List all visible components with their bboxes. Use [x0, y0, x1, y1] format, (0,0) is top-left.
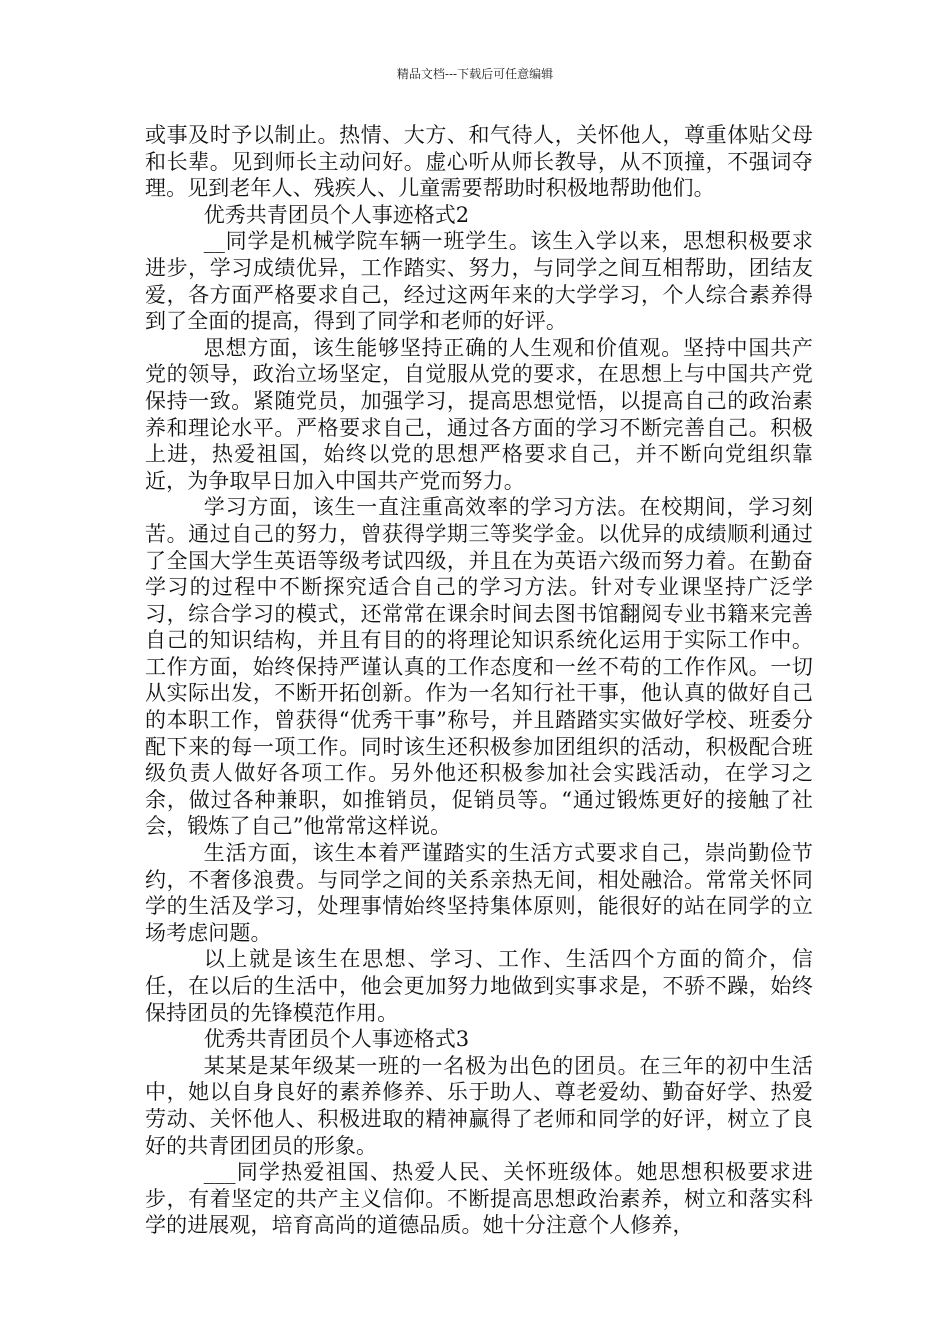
paragraph-study-work: 学习方面，该生一直注重高效率的学习方法。在校期间，学习刻苦。通过自己的努力，曾获得学期三等奖学金。以优异的成绩顺利通过了全国大学生英语等级考试四级，并且在为英语六级而努力着。在勤奋学习的过程中不断探究适合自己的学习方法。针对专业课坚持广泛学习，综合学习的模式，还常常在课余时间去图书馆翻阅专业书籍来完善自己的知识结构，并且有目的的将理论知识系统化运用于实际工作中。工作方面，始终保持严谨认真的工作态度和一丝不苟的工作作风。一切从实际出发，不断开拓创新。作为一名知行社干事，他认真的做好自己的本职工作，曾获得“优秀干事”称号，并且踏踏实实做好学校、班委分配下来的每一项工作。同时该生还积极参加团组织的活动，积极配合班级负责人做好各项工作。另外他还积极参加社会实践活动，在学习之余，做过各种兼职，如推销员，促销员等。“通过锻炼更好的接触了社会，锻炼了自己”他常常这样说。	[145, 495, 813, 839]
page-header: 精品文档---下载后可任意编辑	[396, 67, 554, 81]
section-heading-3: 优秀共青团员个人事迹格式3	[203, 1027, 470, 1052]
paragraph-patriotism: ___同学热爱祖国、热爱人民、关怀班级体。她思想积极要求进步，有着坚定的共产主义信仰。不断提高思想政治素养，树立和落实科学的进展观，培育高尚的道德品质。她十分注意个人修养，	[145, 1160, 813, 1238]
paragraph-thought: 思想方面，该生能够坚持正确的人生观和价值观。坚持中国共产党的领导，政治立场坚定，自觉服从党的要求，在思想上与中国共产党保持一致。紧随党员，加强学习，提高思想觉悟，以提高自己的政治素养和理论水平。严格要求自己，通过各方面的学习不断完善自己。积极上进，热爱祖国，始终以党的思想严格要求自己，并不断向党组织靠近，为争取早日加入中国共产党而努力。	[145, 335, 813, 493]
paragraph-student-intro: 某某是某年级某一班的一名极为出色的团员。在三年的初中生活中，她以自身良好的素养修养、乐于助人、尊老爱幼、勤奋好学、热爱劳动、关怀他人、积极进取的精神赢得了老师和同学的好评，树立了良好的共青团团员的形象。	[145, 1053, 813, 1158]
document-body	[145, 122, 813, 1239]
paragraph-life: 生活方面，该生本着严谨踏实的生活方式要求自己，崇尚勤俭节约，不奢侈浪费。与同学之间的关系亲热无间，相处融洽。常常关怀同学的生活及学习，处理事情始终坚持集体原则，能很好的站在同学的立场考虑问题。	[145, 841, 813, 945]
paragraph-summary: 以上就是该生在思想、学习、工作、生活四个方面的简介，信任，在以后的生活中，他会更加努力地做到实事求是，不骄不躁，始终保持团员的先锋模范作用。	[145, 947, 813, 1025]
section-heading-2: 优秀共青团员个人事迹格式2	[203, 202, 470, 227]
paragraph-intro: __同学是机械学院车辆一班学生。该生入学以来，思想积极要求进步，学习成绩优异，工作踏实、努力，与同学之间互相帮助，团结友爱，各方面严格要求自己，经过这两年来的大学学习，个人综合素养得到了全面的提高，得到了同学和老师的好评。	[145, 229, 813, 334]
paragraph-continuation: 或事及时予以制止。热情、大方、和气待人，关怀他人，尊重体贴父母和长辈。见到师长主动问好。虚心听从师长教导，从不顶撞，不强词夺理。见到老年人、残疾人、儿童需要帮助时积极地帮助他们。	[145, 123, 813, 201]
